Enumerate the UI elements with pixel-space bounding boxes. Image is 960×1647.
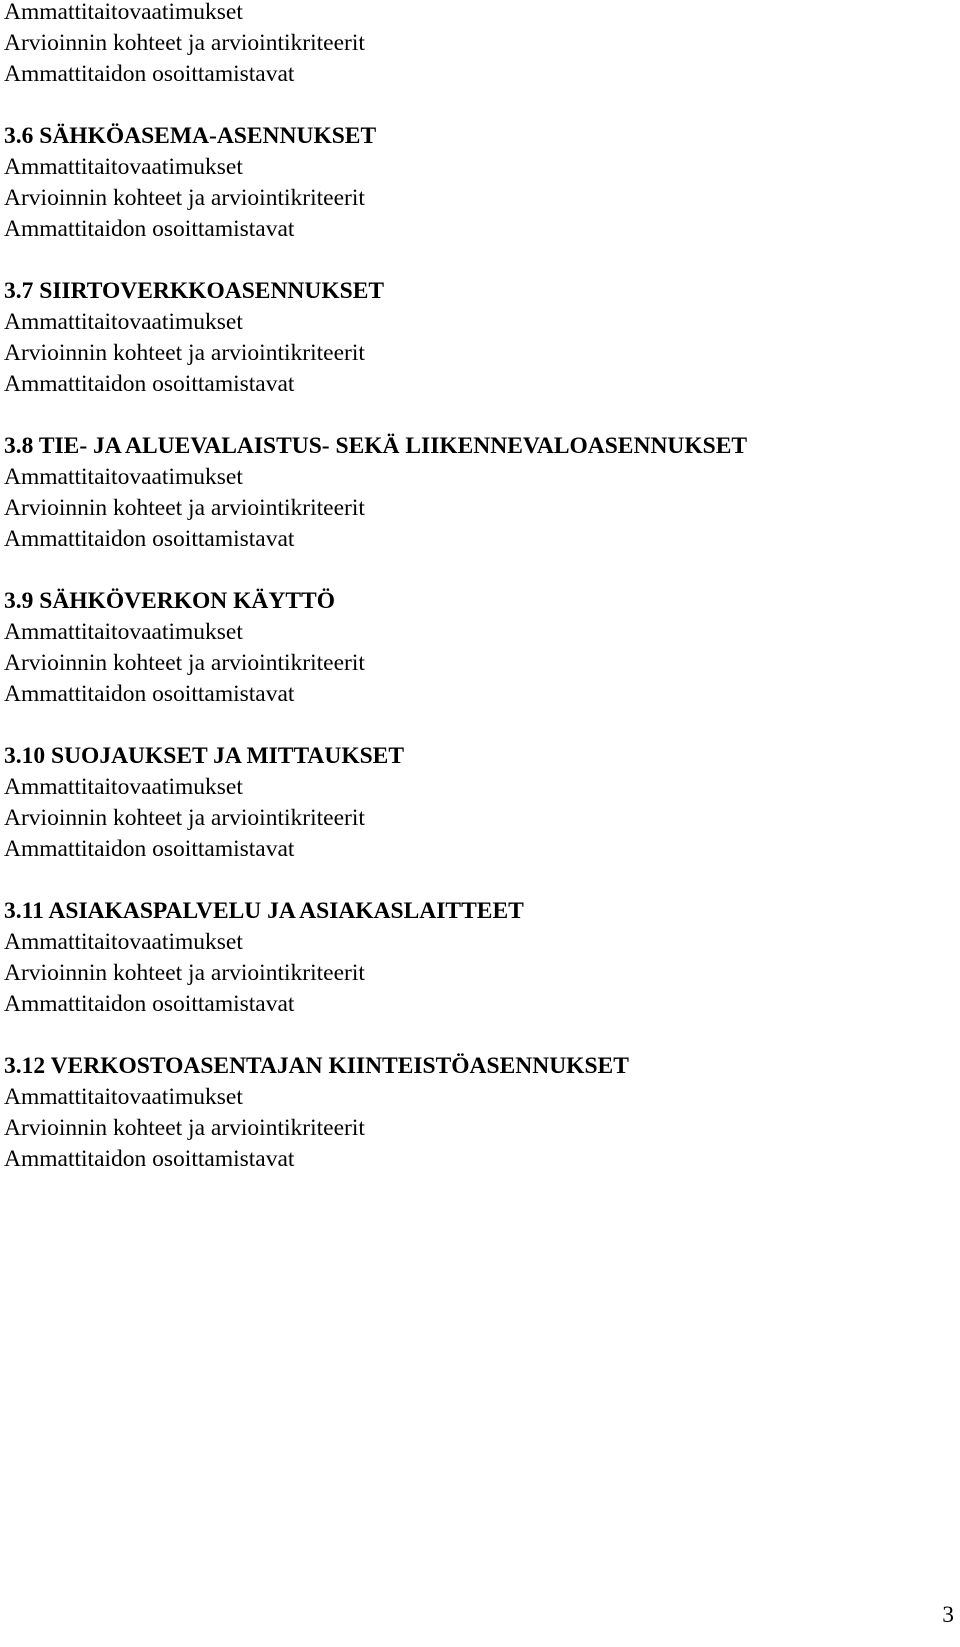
list-item: Ammattitaitovaatimukset <box>4 774 243 800</box>
list-item: Ammattitaidon osoittamistavat <box>4 836 295 862</box>
list-item: Arvioinnin kohteet ja arviointikriteerit <box>4 650 365 676</box>
list-item: Arvioinnin kohteet ja arviointikriteerit <box>4 185 365 211</box>
list-item: Arvioinnin kohteet ja arviointikriteerit <box>4 495 365 521</box>
section-heading: 3.7 SIIRTOVERKKOASENNUKSET <box>4 278 385 304</box>
section-heading: 3.6 SÄHKÖASEMA-ASENNUKSET <box>4 123 377 149</box>
list-item: Ammattitaidon osoittamistavat <box>4 991 295 1017</box>
section-3-8 <box>4 431 944 555</box>
list-item: Arvioinnin kohteet ja arviointikriteerit <box>4 1115 365 1141</box>
list-item: Ammattitaitovaatimukset <box>4 154 243 180</box>
list-item: Ammattitaidon osoittamistavat <box>4 216 295 242</box>
list-item: Ammattitaitovaatimukset <box>4 619 243 645</box>
list-item: Ammattitaidon osoittamistavat <box>4 526 295 552</box>
section-heading: 3.9 SÄHKÖVERKON KÄYTTÖ <box>4 588 335 614</box>
section-3-10 <box>4 741 944 865</box>
list-item: Arvioinnin kohteet ja arviointikriteerit <box>4 30 365 56</box>
list-item: Ammattitaidon osoittamistavat <box>4 681 295 707</box>
section-3-11 <box>4 896 944 1020</box>
section-heading: 3.12 VERKOSTOASENTAJAN KIINTEISTÖASENNUKSET <box>4 1053 629 1079</box>
section-heading: 3.10 SUOJAUKSET JA MITTAUKSET <box>4 743 405 769</box>
section-heading: 3.11 ASIAKASPALVELU JA ASIAKASLAITTEET <box>4 898 524 924</box>
section-3-12 <box>4 1051 944 1175</box>
list-item: Ammattitaitovaatimukset <box>4 0 243 25</box>
list-item: Ammattitaidon osoittamistavat <box>4 371 295 397</box>
section-heading: 3.8 TIE- JA ALUEVALAISTUS- SEKÄ LIIKENNEVALOASENNUKSET <box>4 433 748 459</box>
list-item: Ammattitaitovaatimukset <box>4 309 243 335</box>
list-item: Ammattitaitovaatimukset <box>4 929 243 955</box>
list-item: Ammattitaitovaatimukset <box>4 1084 243 1110</box>
list-item: Ammattitaitovaatimukset <box>4 464 243 490</box>
section-3-9 <box>4 586 944 710</box>
intro-list <box>4 0 944 90</box>
section-3-6 <box>4 121 944 245</box>
document-body <box>4 0 944 1175</box>
page-number: 3 <box>942 1602 954 1628</box>
list-item: Arvioinnin kohteet ja arviointikriteerit <box>4 960 365 986</box>
list-item: Arvioinnin kohteet ja arviointikriteerit <box>4 805 365 831</box>
section-3-7 <box>4 276 944 400</box>
list-item: Ammattitaidon osoittamistavat <box>4 1146 295 1172</box>
list-item: Ammattitaidon osoittamistavat <box>4 61 295 87</box>
list-item: Arvioinnin kohteet ja arviointikriteerit <box>4 340 365 366</box>
